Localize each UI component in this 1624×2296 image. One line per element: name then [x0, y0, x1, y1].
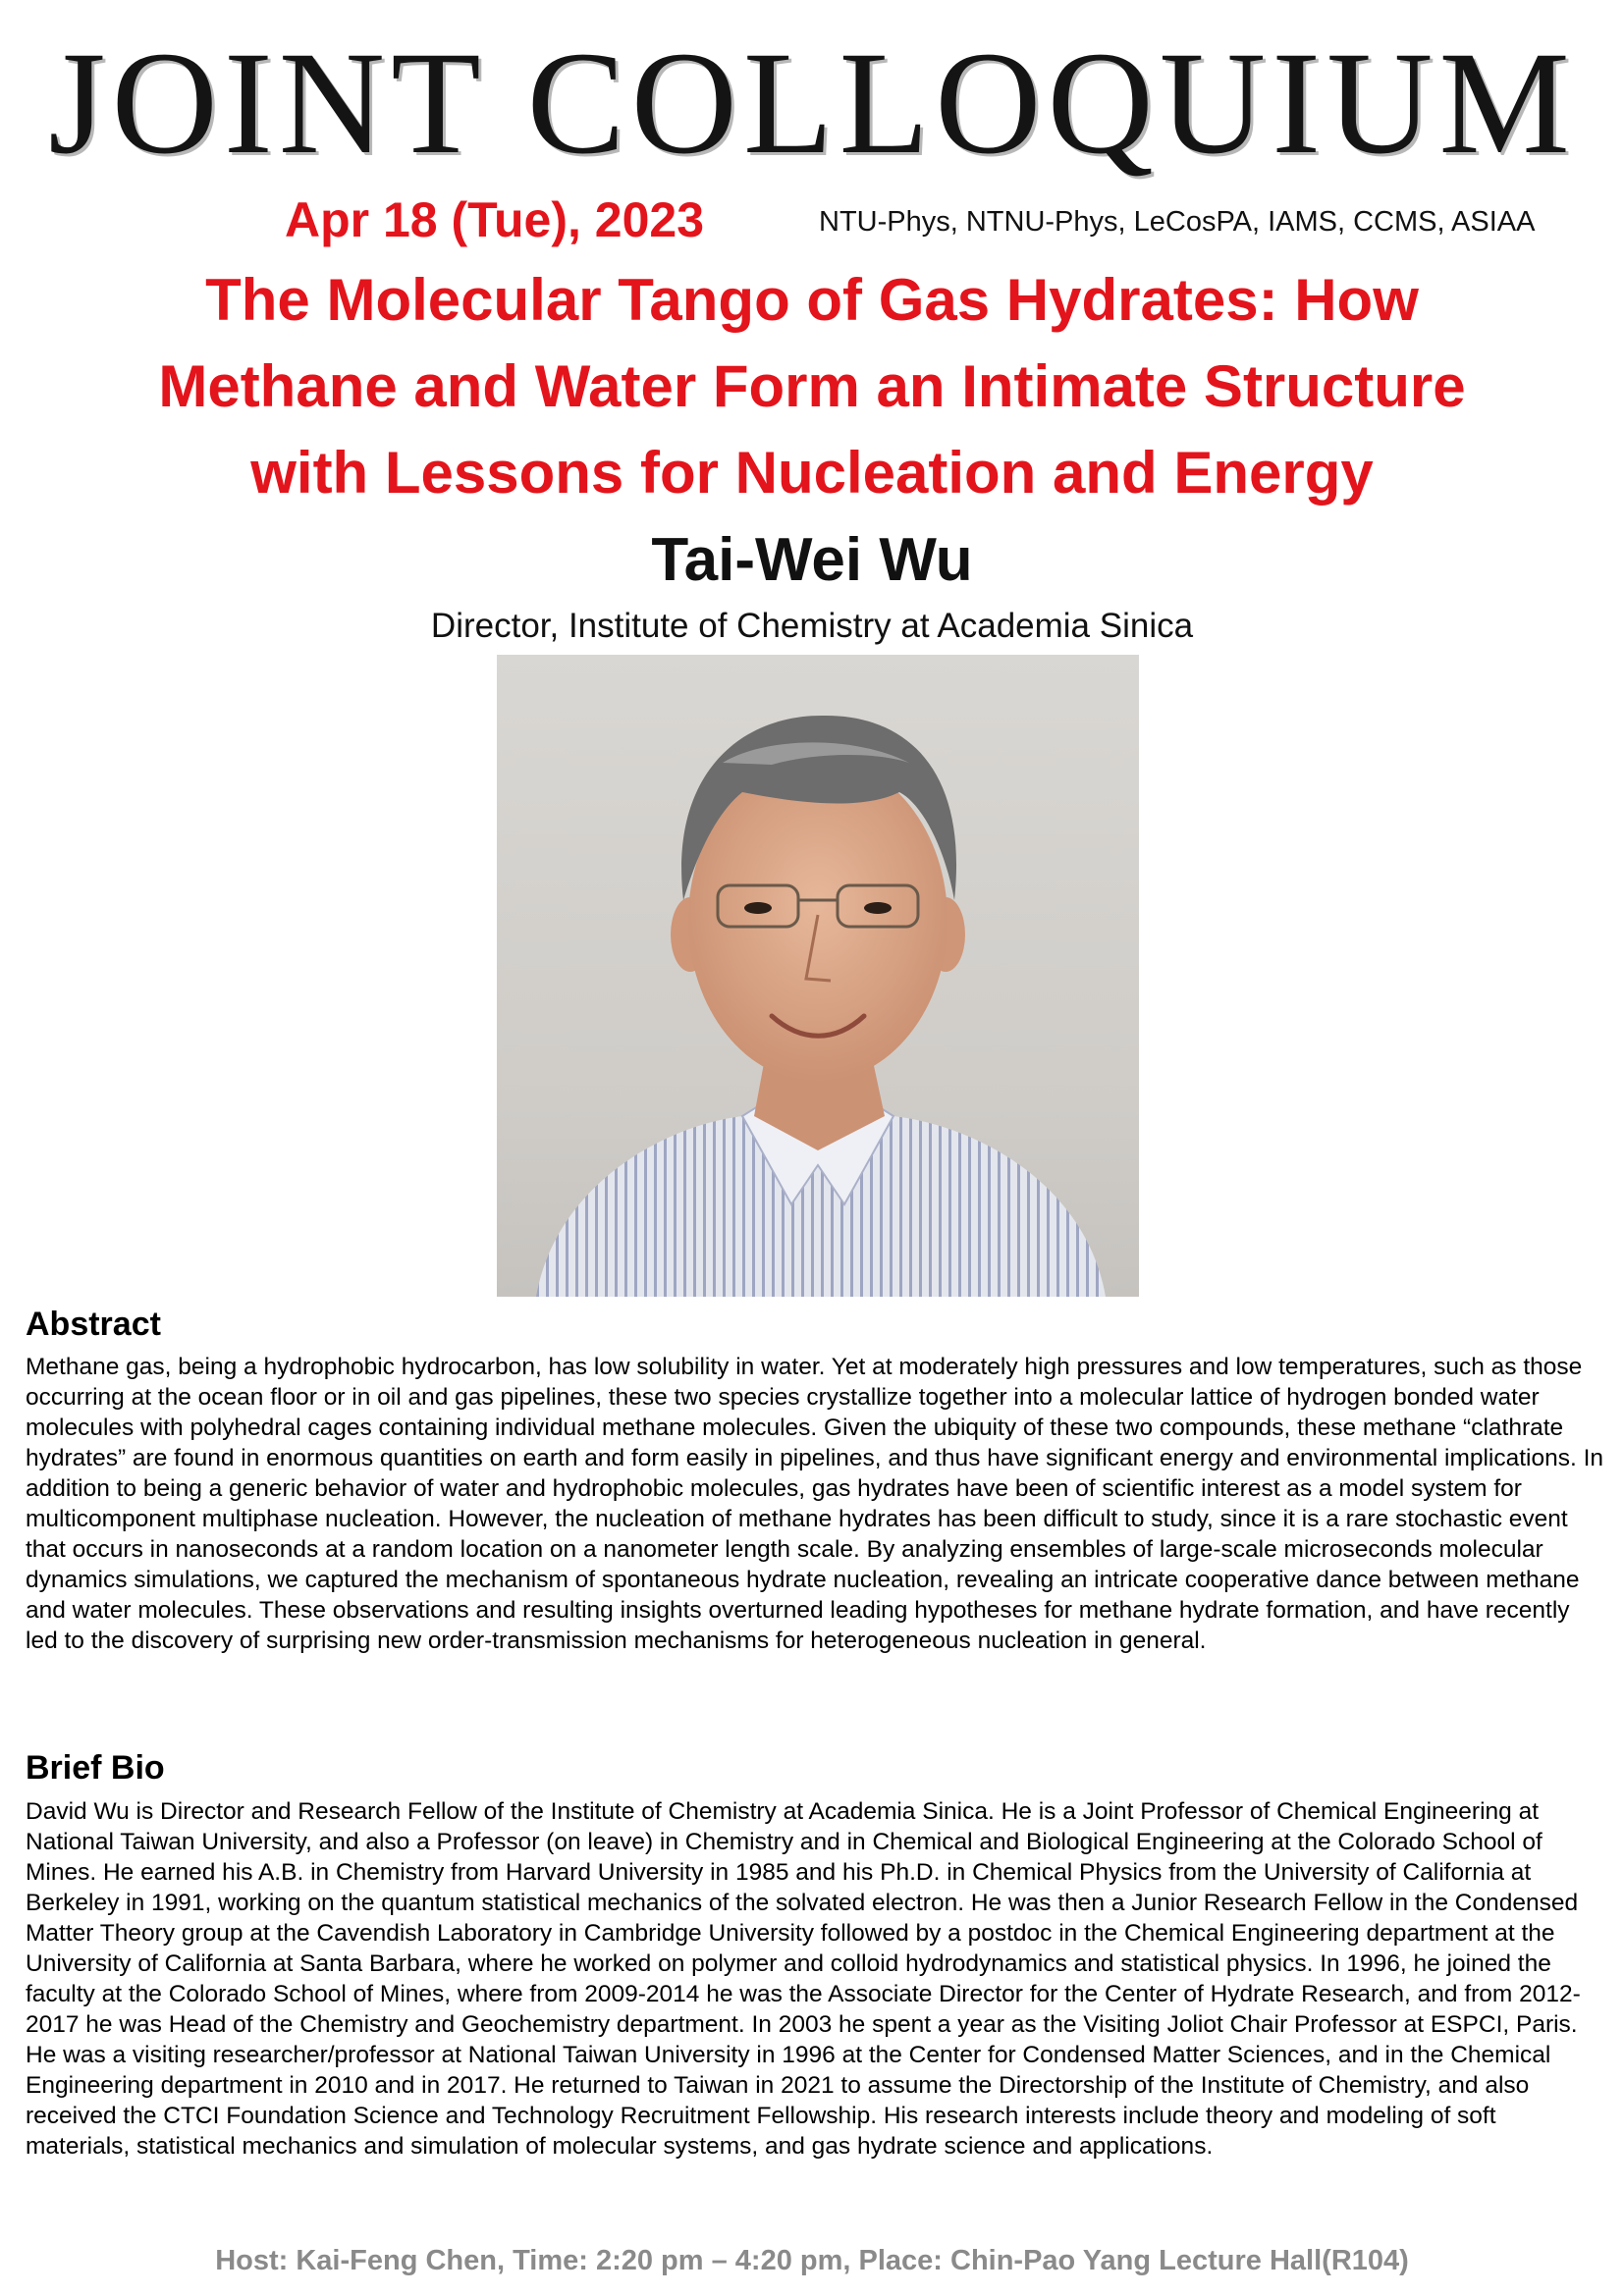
abstract-heading: Abstract — [26, 1306, 161, 1343]
talk-title-line: with Lessons for Nucleation and Energy — [250, 440, 1374, 506]
bio-heading: Brief Bio — [26, 1749, 165, 1787]
abstract-text: Methane gas, being a hydrophobic hydrocarbon, has low solubility in water. Yet at moderately high pressures and low temperatures, such as those occurring at the ocean floor or in oil and gas pipelines, these two species crystallize together into a molecular lattice of hydrogen bonded water molecules with polyhedral cages containing individual methane molecules. Given the ubiquity of these two compounds, these methane “clathrate hydrates” are found in enormous quantities on earth and form easily in pipelines, and thus have significant energy and environmental implications. In addition to being a generic behavior of water and hydrophobic molecules, gas hydrates have been of scientific interest as a model system for multicomponent multiphase nucleation. However, the nucleation of methane hydrates has been difficult to study, since it is a rare stochastic event that occurs in nanoseconds at a random location on a nanometer length scale. By analyzing ensembles of large-scale microseconds molecular dynamics simulations, we captured the mechanism of spontaneous hydrate nucleation, revealing an intricate cooperative dance between methane and water molecules. These observations and resulting insights overturned leading hypotheses for methane hydrate formation, and have recently led to the discovery of surprising new order-transmission mechanisms for heterogeneous nucleation in general. — [26, 1354, 1604, 1654]
speaker-affiliation: Director, Institute of Chemistry at Academia Sinica — [430, 607, 1194, 645]
poster-title: JOINT COLLOQUIUM — [48, 22, 1576, 185]
talk-title-line: The Molecular Tango of Gas Hydrates: How — [205, 267, 1419, 333]
speaker-portrait-illustration — [497, 655, 1139, 1297]
speaker-name: Tai-Wei Wu — [651, 526, 973, 594]
talk-title-line: Methane and Water Form an Intimate Structure — [158, 353, 1466, 419]
organizers-list: NTU-Phys, NTNU-Phys, LeCosPA, IAMS, CCMS, ASIAA — [819, 206, 1536, 238]
speaker-photo — [497, 655, 1139, 1297]
talk-title — [29, 257, 1595, 516]
bio-text: David Wu is Director and Research Fellow of the Institute of Chemistry at Academia Sinica. He is a Joint Professor of Chemical Engineering at National Taiwan University, and also a Professor (on leave) in Chemistry and in Chemical and Biological Engineering at the Colorado School of Mines. He earned his A.B. in Chemistry from Harvard University in 1985 and his Ph.D. in Chemical Physics from the University of California at Berkeley in 1991, working on the quantum statistical mechanics of the solvated electron. He was then a Junior Research Fellow in the Condensed Matter Theory group at the Cavendish Laboratory in Cambridge University followed by a postdoc in the Chemical Engineering department at the University of California at Santa Barbara, where he worked on polymer and colloid hydrodynamics and statistical physics. In 1996, he joined the faculty at the Colorado School of Mines, where from 2009-2014 he was the Associate Director for the Center of Hydrate Research, and from 2012-2017 he was Head of the Chemistry and Geochemistry department. In 2003 he spent a year as the Visiting Joliot Chair Professor at ESPCI, Paris. He was a visiting researcher/professor at National Taiwan University in 1996 at the Center for Condensed Matter Sciences, and in the Chemical Engineering department in 2010 and in 2017. He returned to Taiwan in 2021 to assume the Directorship of the Institute of Chemistry, and also received the CTCI Foundation Science and Technology Recruitment Fellowship. His research interests include theory and modeling of soft materials, statistical mechanics and simulation of molecular systems, and gas hydrate science and applications. — [26, 1798, 1581, 2160]
host-time-place: Host: Kai-Feng Chen, Time: 2:20 pm – 4:20 pm, Place: Chin-Pao Yang Lecture Hall(R104) — [215, 2245, 1409, 2276]
event-date: Apr 18 (Tue), 2023 — [285, 192, 705, 247]
